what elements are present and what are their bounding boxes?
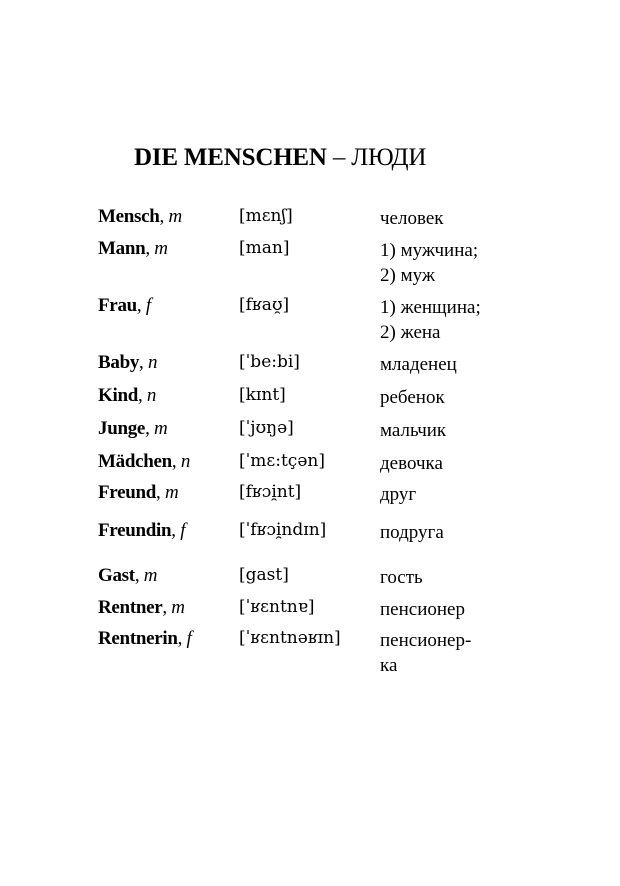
- entry-translation: младенец: [380, 354, 457, 375]
- entry-translation: ребенок: [380, 387, 445, 408]
- entry-translation: 1) женщина; 2) жена: [380, 297, 481, 343]
- entry-word: Rentner, m: [98, 597, 185, 618]
- entry-translation: пенсионер- ка: [380, 630, 472, 676]
- entry-word: Mädchen, n: [98, 451, 191, 472]
- entry-ipa: [ˈmɛ:tçən]: [239, 451, 325, 471]
- entry-translation: подруга: [380, 522, 444, 543]
- entry-word: Gast, m: [98, 565, 158, 586]
- entry-translation: пенсионер: [380, 599, 465, 620]
- entry-ipa: [man]: [239, 238, 290, 258]
- entry-word: Baby, n: [98, 352, 158, 373]
- entry-ipa: [ˈʁɛntnəʁɪn]: [239, 628, 341, 648]
- entry-ipa: [ˈbe:bi]: [239, 352, 300, 372]
- entry-ipa: [gast]: [239, 565, 289, 585]
- entry-ipa: [ˈʁɛntnɐ]: [239, 597, 315, 617]
- entry-word: Junge, m: [98, 418, 168, 439]
- entry-ipa: [kɪnt]: [239, 385, 286, 405]
- entry-word: Frau, f: [98, 295, 151, 316]
- entry-ipa: [mɛnʃ]: [239, 206, 293, 226]
- entry-ipa: [ˈfʁɔi̯ndɪn]: [239, 520, 327, 540]
- entry-word: Freundin, f: [98, 520, 186, 541]
- entry-translation: 1) мужчина; 2) муж: [380, 240, 479, 286]
- entry-word: Freund, m: [98, 482, 179, 503]
- entry-translation: мальчик: [380, 420, 447, 441]
- title-dash: –: [326, 144, 352, 171]
- entry-word: Rentnerin, f: [98, 628, 192, 649]
- title-russian: ЛЮДИ: [351, 144, 427, 171]
- entry-translation: друг: [380, 484, 417, 505]
- entry-ipa: [fʁaʊ̯]: [239, 295, 290, 315]
- entry-word: Kind, n: [98, 385, 157, 406]
- entry-translation: девочка: [380, 453, 443, 474]
- entry-translation: человек: [380, 208, 444, 229]
- entry-word: Mann, m: [98, 238, 168, 259]
- entry-translation: гость: [380, 567, 423, 588]
- title-german: DIE MENSCHEN: [134, 144, 327, 171]
- entry-ipa: [ˈjʊŋə]: [239, 418, 294, 438]
- page-title: [134, 144, 426, 172]
- entry-ipa: [fʁɔi̯nt]: [239, 482, 302, 502]
- entry-word: Mensch, m: [98, 206, 182, 227]
